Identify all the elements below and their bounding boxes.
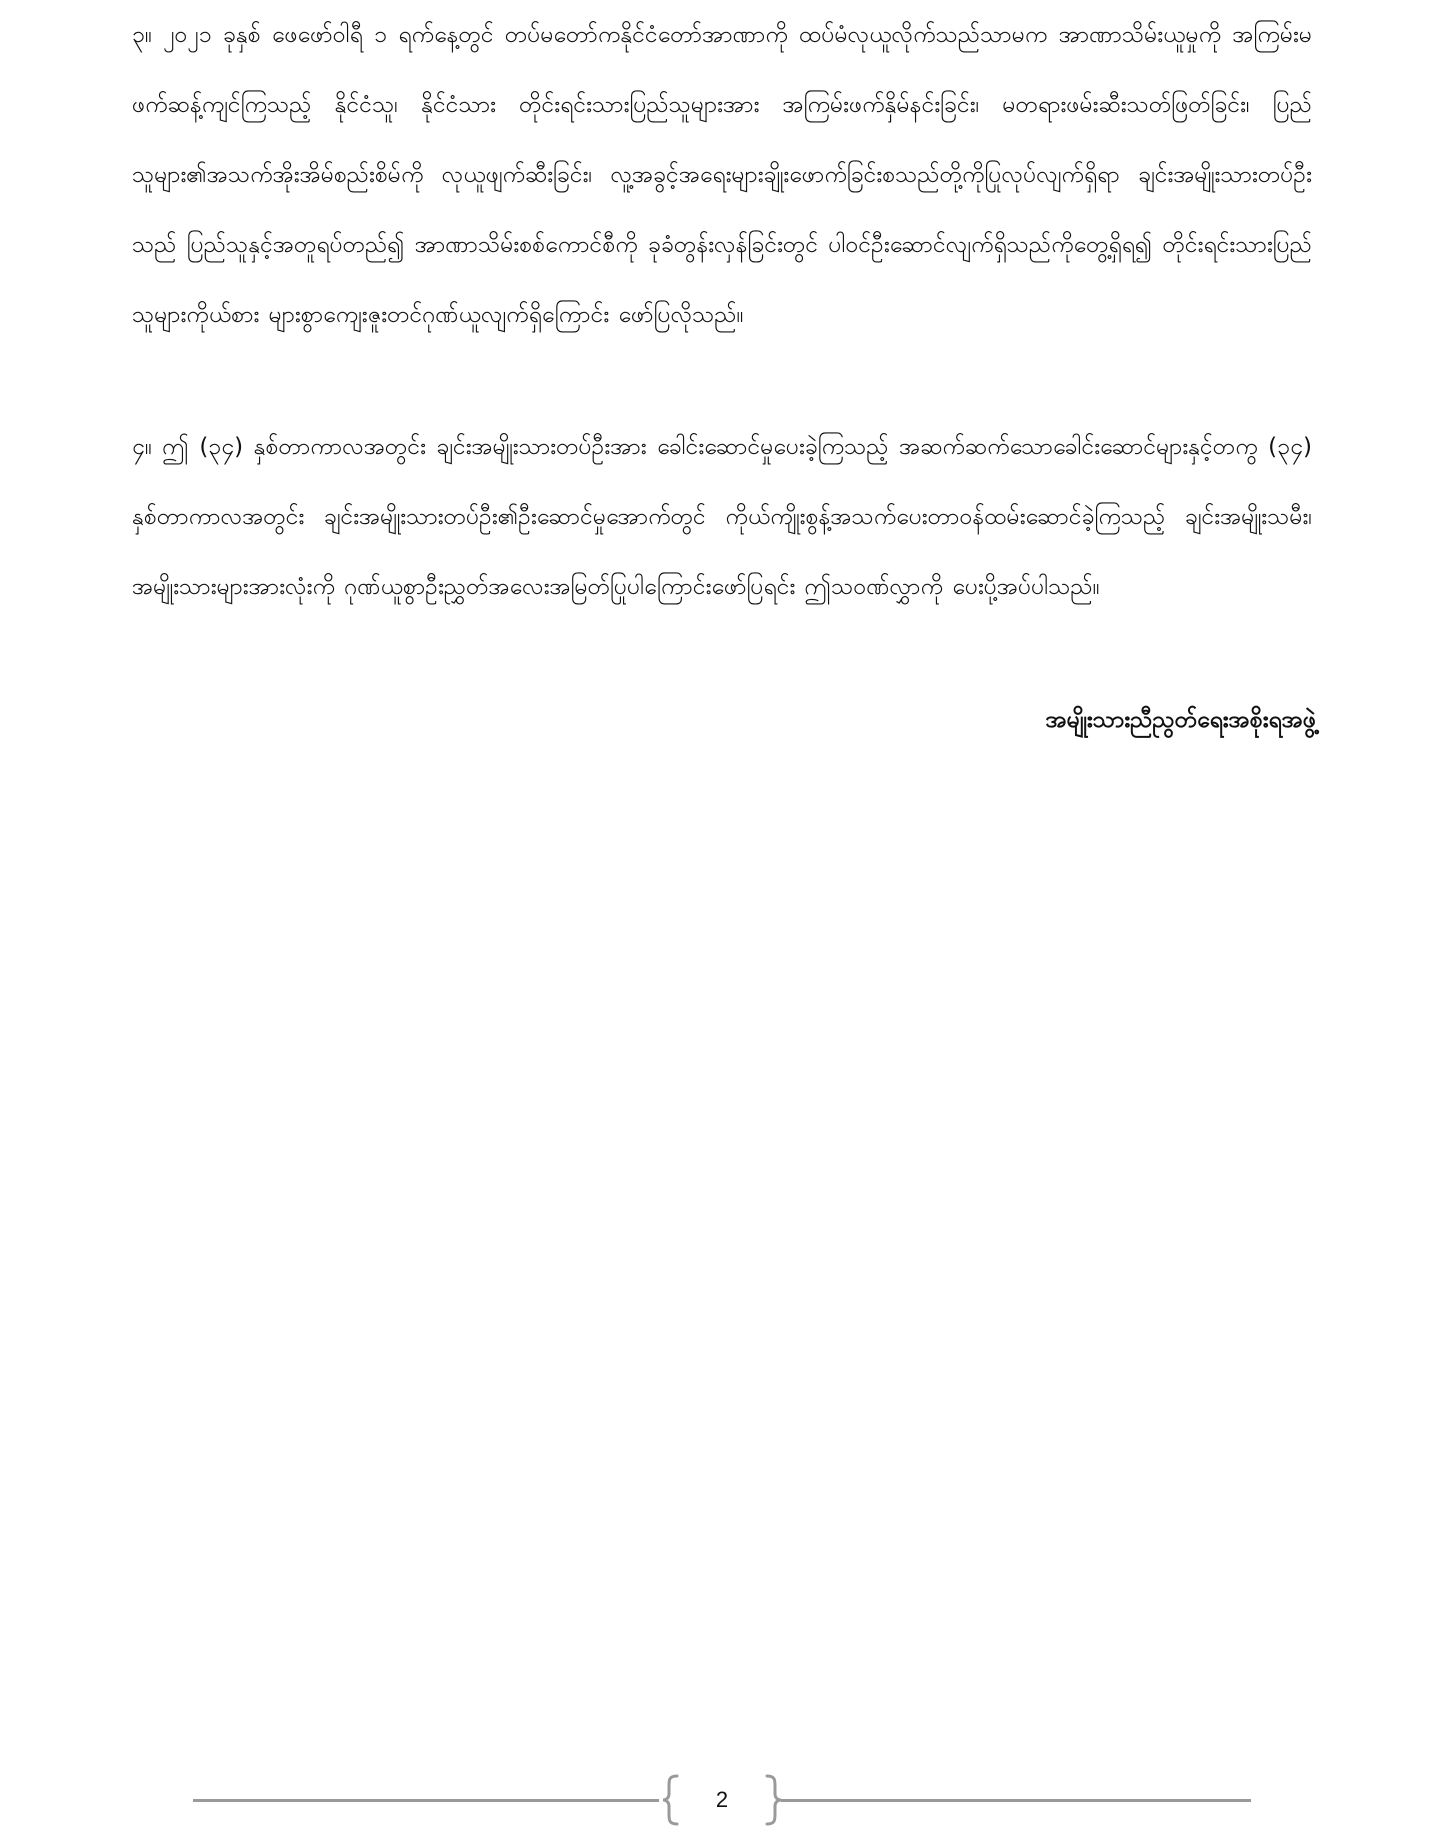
left-brace-icon [661, 1774, 681, 1826]
page-number: 2 [715, 1787, 729, 1812]
paragraph-3: ၃။ ၂၀၂၁ ခုနှစ် ဖေဖော်ဝါရီ ၁ ရက်နေ့တွင် တပ်မတော်ကနိုင်ငံတော်အာဏာကို ထပ်မံလုယူလိုက်သည်သာမက အာဏာသိမ်းယူမှုကို အကြမ်းမဖက်ဆန့်ကျင်ကြသည့် နိုင်ငံသူ၊ နိုင်ငံသား တိုင်းရင်းသားပြည်သူများအား အကြမ်းဖက်နှိမ်နင်းခြင်း၊ မတရားဖမ်းဆီးသတ်ဖြတ်ခြင်း၊ ပြည်သူများ၏အသက်အိုးအိမ်စည်းစိမ်ကို လုယူဖျက်ဆီးခြင်း၊ လူ့အခွင့်အရေးများချိုးဖောက်ခြင်းစသည်တို့ကိုပြုလုပ်လျက်ရှိရာ ချင်းအမျိုးသားတပ်ဦးသည် ပြည်သူနှင့်အတူရပ်တည်၍ အာဏာသိမ်းစစ်ကောင်စီကို ခုခံတွန်းလှန်ခြင်းတွင် ပါဝင်ဦးဆောင်လျက်ရှိသည်ကိုတွေ့ရှိရ၍ တိုင်းရင်းသားပြည်သူများကိုယ်စား များစွာကျေးဇူးတင်ဂုဏ်ယူလျက်ရှိကြောင်း ဖော်ပြလိုသည်။ [132, 22, 1312, 328]
footer-rule-left [193, 1799, 659, 1802]
signature-organization: အမျိုးသားညီညွတ်ရေးအစိုးရအဖွဲ့ [1045, 707, 1316, 733]
footer-rule-right [781, 1799, 1251, 1802]
right-brace-icon [763, 1774, 783, 1826]
paragraph-4: ၄။ ဤ (၃၄) နှစ်တာကာလအတွင်း ချင်းအမျိုးသားတပ်ဦးအား ခေါင်းဆောင်မှုပေးခဲ့ကြသည့် အဆက်ဆက်သောခေါင်းဆောင်များနှင့်တကွ (၃၄) နှစ်တာကာလအတွင်း ချင်းအမျိုးသားတပ်ဦး၏ဦးဆောင်မှုအောက်တွင် ကိုယ်ကျိုးစွန့်အသက်ပေးတာဝန်ထမ်းဆောင်ခဲ့ကြသည့် ချင်းအမျိုးသမီး၊ အမျိုးသားများအားလုံးကို ဂုဏ်ယူစွာဦးညွှတ်အလေးအမြတ်ပြုပါကြောင်းဖော်ပြရင်း ဤသဝဏ်လွှာကို ပေးပို့အပ်ပါသည်။ [132, 434, 1312, 600]
page-footer [193, 1774, 1251, 1826]
